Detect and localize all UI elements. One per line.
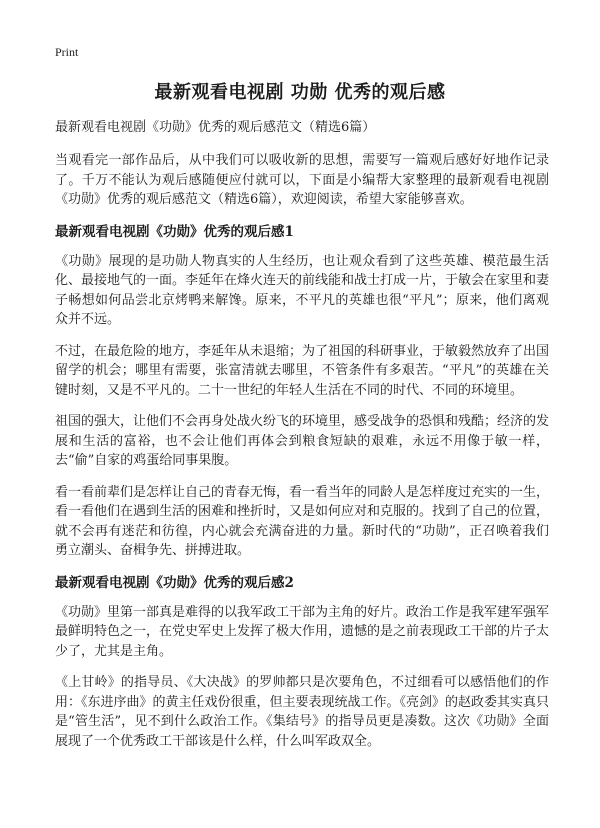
section-paragraph: 《上甘岭》的指导员、《大决战》的罗帅都只是次要角色，不过细看可以感悟他们的作用：《东进序曲》的黄主任戏份很重，但主要表现统战工作。《亮剑》的赵政委其实真只是“管生活”，见不到什么政治工作。《集结号》的指导员更是凑数。这次《功勋》全面展现了一个优秀政工干部该是什么样，什么叫军政双全。 [55,675,550,749]
article-body [55,118,549,763]
section-paragraph: 看一看前辈们是怎样让自己的青春无悔，看一看当年的同龄人是怎样度过充实的一生，看一看他们在遇到生活的困难和挫折时，又是如何应对和克服的。找到了自己的位置，就不会再有迷茫和彷徨，内心就会充满奋进的力量。新时代的“功勋”，正召唤着我们勇立潮头、奋楫争先、拼搏进取。 [55,484,550,558]
section-paragraph: 《功勋》展现的是功勋人物真实的人生经历，也让观众看到了这些英雄、模范最生活化、最接地气的一面。李延年在烽火连天的前线能和战士打成一片，于敏会在家里和妻子畅想如何品尝北京烤鸭来解馋。原来，不平凡的英雄也很“平凡”；原来，他们离观众并不远。 [55,253,550,327]
section-paragraph: 《功勋》里第一部真是难得的以我军政工干部为主角的好片。政治工作是我军建军强军最鲜明特色之一，在党史军史上发挥了极大作用，遗憾的是之前表现政工干部的片子太少了，尤其是主角。 [55,604,550,659]
article-subtitle: 最新观看电视剧《功勋》优秀的观后感范文（精选6篇） [55,120,376,135]
section-2 [55,573,549,752]
print-link[interactable]: Print [55,45,79,59]
section-heading: 最新观看电视剧《功勋》优秀的观后感2 [55,574,294,591]
page-title: 最新观看电视剧 功勋 优秀的观后感 [154,82,446,103]
section-paragraph: 不过，在最危险的地方，李延年从未退缩；为了祖国的科研事业，于敏毅然放弃了出国留学的机会；哪里有需要，张富清就去哪里，不管条件有多艰苦。“平凡”的英雄在关键时刻，又是不平凡的。二十一世纪的年轻人生活在不同的时代、不同的环境里。 [55,343,550,398]
intro-paragraph: 当观看完一部作品后，从中我们可以吸收新的思想，需要写一篇观后感好好地作记录了。千万不能认为观后感随便应付就可以，下面是小编帮大家整理的最新观看电视剧《功勋》优秀的观后感范文（精选6篇），欢迎阅读，希望大家能够喜欢。 [55,153,549,207]
section-paragraph: 祖国的强大，让他们不会再身处战火纷飞的环境里，感受战争的恐惧和残酷；经济的发展和生活的富裕，也不会让他们再体会到粮食短缺的艰难，永远不用像于敏一样，去“偷”自家的鸡蛋给同事果腹。 [55,414,550,468]
section-heading: 最新观看电视剧《功勋》优秀的观后感1 [55,223,294,240]
section-1 [55,222,549,561]
